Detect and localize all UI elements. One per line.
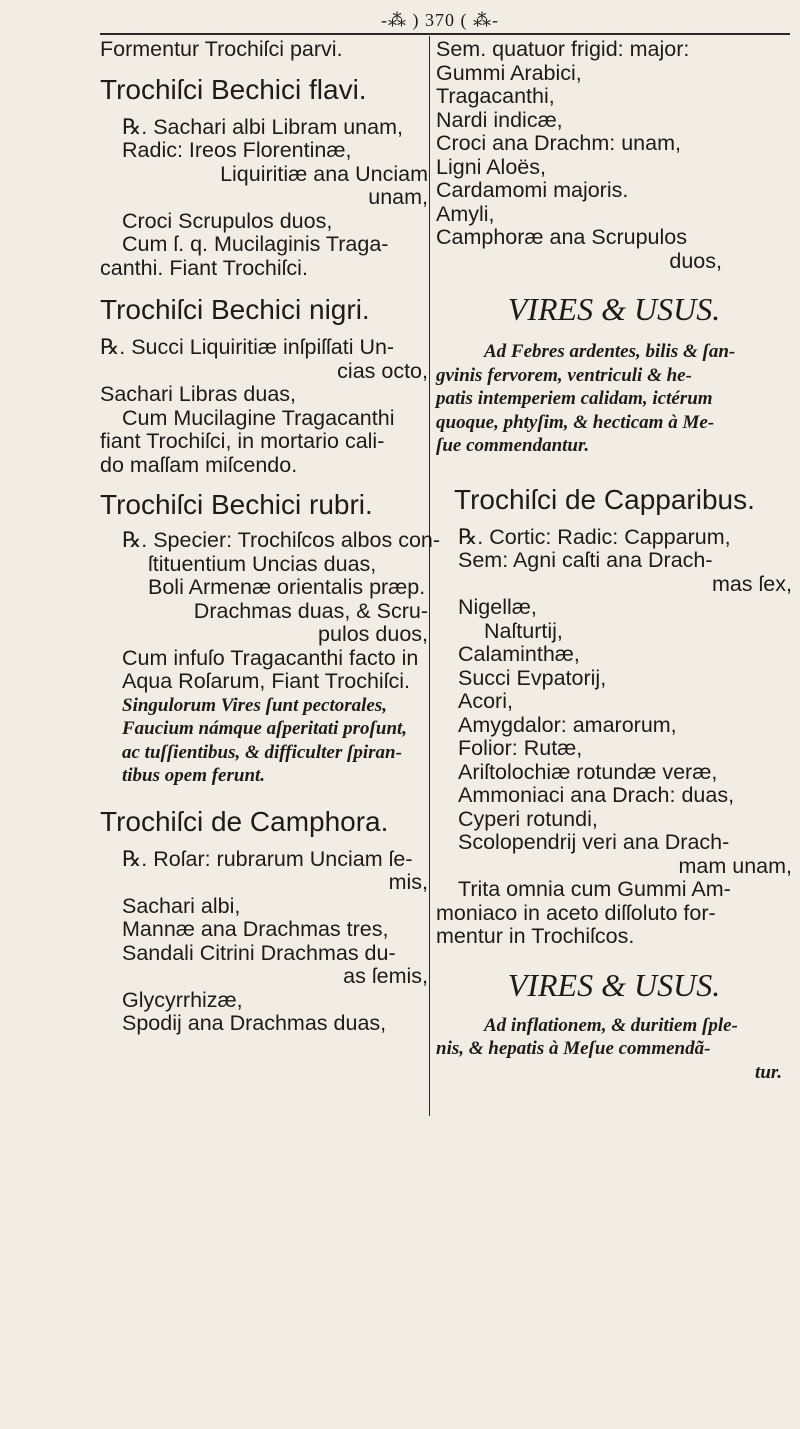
heading-trochisci-bechici-nigri: Trochiſci Bechici nigri. <box>100 294 370 325</box>
text-line: do maſſam miſcendo. <box>100 452 298 477</box>
text-line: unam, <box>368 185 428 209</box>
heading-trochisci-de-camphora: Trochiſci de Camphora. <box>100 805 389 837</box>
text-line: ℞. Cortic: Radic: Capparum, <box>458 524 731 549</box>
vires-bechici-rubri <box>100 694 428 788</box>
text-line: ℞. Succi Liquiritiæ inſpiſſati Un- <box>100 335 395 359</box>
heading-trochisci-bechici-rubri: Trochiſci Bechici rubri. <box>100 489 373 520</box>
text-line: moniaco in aceto diſſoluto for- <box>436 900 716 925</box>
text-line: as ſemis, <box>343 964 428 988</box>
text-line: mis, <box>388 870 428 894</box>
text-line: pulos duos, <box>318 622 428 646</box>
vires-text-2 <box>436 1014 792 1085</box>
text-line: mas ſex, <box>711 571 792 596</box>
text-line: Succi Evpatorij, <box>458 665 607 690</box>
text-line: Nigellæ, <box>458 595 537 619</box>
heading-vires-usus-2: VIRES & USUS. <box>507 966 721 1003</box>
text-line: Scolopendrij veri ana Drach- <box>458 830 730 854</box>
text-line: Ammoniaci ana Drach: duas, <box>458 783 735 807</box>
text-line: Cum infuſo Tragacanthi facto in <box>122 645 419 670</box>
text-line: Ligni Aloës, <box>436 154 546 179</box>
heading-trochisci-bechici-flavi: Trochiſci Bechici flavi. <box>100 73 367 105</box>
text-line: Cyperi rotundi, <box>458 806 598 831</box>
left-intro <box>100 38 428 62</box>
text-line: nis, & hepatis à Meſue commendã- <box>436 1038 711 1059</box>
text-line: ſtituentium Uncias duas, <box>148 551 377 576</box>
text-line: Formentur Trochiſci parvi. <box>100 37 343 61</box>
text-line: Cum ſ. q. Mucilaginis Traga- <box>122 232 389 256</box>
text-line: Amyli, <box>436 201 495 226</box>
text-line: Sandali Citrini Drachmas du- <box>122 940 396 965</box>
text-line: tibus opem ferunt. <box>122 765 266 786</box>
text-line: Liquiritiæ ana Unciam <box>220 161 428 186</box>
text-line: quoque, phtyſim, & hecticam à Me- <box>436 411 715 433</box>
recipe-de-capparibus <box>436 526 792 949</box>
text-line: ſue commendantur. <box>436 435 590 456</box>
text-line: tur. <box>755 1061 782 1083</box>
heading-vires-usus: VIRES & USUS. <box>507 291 721 327</box>
heading-trochisci-de-capparibus: Trochiſci de Capparibus. <box>454 483 755 515</box>
text-line: Drachmas duas, & Scru- <box>193 598 428 623</box>
text-line: fiant Trochiſci, in mortario cali- <box>100 429 385 453</box>
text-line: Ariſtolochiæ rotundæ veræ, <box>458 759 718 784</box>
text-line: Camphoræ ana Scrupulos <box>436 225 687 249</box>
text-line: Nardi indicæ, <box>436 107 563 132</box>
text-line: Tragacanthi, <box>436 84 555 108</box>
text-line: Acori, <box>458 689 513 713</box>
text-line: ℞. Specier: Trochiſcos albos con- <box>122 528 441 552</box>
text-line: ℞. Sachari albi Libram unam, <box>122 114 403 139</box>
text-line: Singulorum Vires ſunt pectorales, <box>122 694 388 716</box>
left-column <box>100 37 441 1036</box>
text-line: Naſturtij, <box>484 618 563 643</box>
text-line: patis intemperiem calidam, ictérum <box>436 388 713 409</box>
text-line: Sachari Libras duas, <box>100 382 296 406</box>
text-line: ℞. Roſar: rubrarum Unciam ſe- <box>122 846 413 871</box>
text-line: Glycyrrhizæ, <box>122 987 243 1012</box>
text-line: Ad inflationem, & duritiem ſple- <box>484 1014 738 1036</box>
text-line: mentur in Trochiſcos. <box>436 924 635 948</box>
recipe-bechici-flavi <box>100 116 428 281</box>
text-line: Spodij ana Drachmas duas, <box>122 1011 387 1035</box>
text-line: Sem: Agni caſti ana Drach- <box>458 548 713 572</box>
text-line: Sem. quatuor frigid: major: <box>436 37 690 61</box>
page-header: ‑⁂ ) 370 ( ⁂‑ <box>381 10 499 30</box>
text-line: Croci ana Drachm: unam, <box>436 131 681 155</box>
right-column <box>436 38 792 1084</box>
text-line: Gummi Arabici, <box>436 60 582 85</box>
vires-text-1 <box>436 340 792 458</box>
text-line: Croci Scrupulos duos, <box>122 208 333 233</box>
text-line: Faucium námque aſperitati proſunt, <box>122 718 408 739</box>
recipe-bechici-nigri <box>100 336 428 477</box>
text-line: Ad Febres ardentes, bilis & ſan- <box>484 341 736 362</box>
text-line: Amygdalor: amarorum, <box>458 712 677 737</box>
recipe-de-camphora <box>100 848 428 1036</box>
text-line: gvinis fervorem, ventriculi & he- <box>436 364 692 386</box>
text-line: mam unam, <box>678 853 792 878</box>
text-line: canthi. Fiant Trochiſci. <box>100 255 308 280</box>
text-line: ac tuſſientibus, & difficulter ſpiran- <box>122 741 402 763</box>
header-rule <box>100 33 790 35</box>
text-line: duos, <box>669 248 722 273</box>
recipe-bechici-rubri <box>100 528 441 694</box>
text-line: Boli Armenæ orientalis præp. <box>148 575 426 599</box>
text-line: Cardamomi majoris. <box>436 178 629 202</box>
text-line: Radic: Ireos Florentinæ, <box>122 138 352 162</box>
text-line: Mannæ ana Drachmas tres, <box>122 917 389 941</box>
text-line: Sachari albi, <box>122 893 241 918</box>
text-line: Aqua Roſarum, Fiant Trochiſci. <box>122 669 410 693</box>
recipe-continued <box>436 38 792 273</box>
text-line: Folior: Rutæ, <box>458 736 583 760</box>
text-line: Calaminthæ, <box>458 642 580 666</box>
text-line: Cum Mucilagine Tragacanthi <box>122 405 395 430</box>
text-line: cias octo, <box>337 358 428 383</box>
text-line: Trita omnia cum Gummi Am- <box>458 877 731 901</box>
column-divider <box>429 36 430 1116</box>
